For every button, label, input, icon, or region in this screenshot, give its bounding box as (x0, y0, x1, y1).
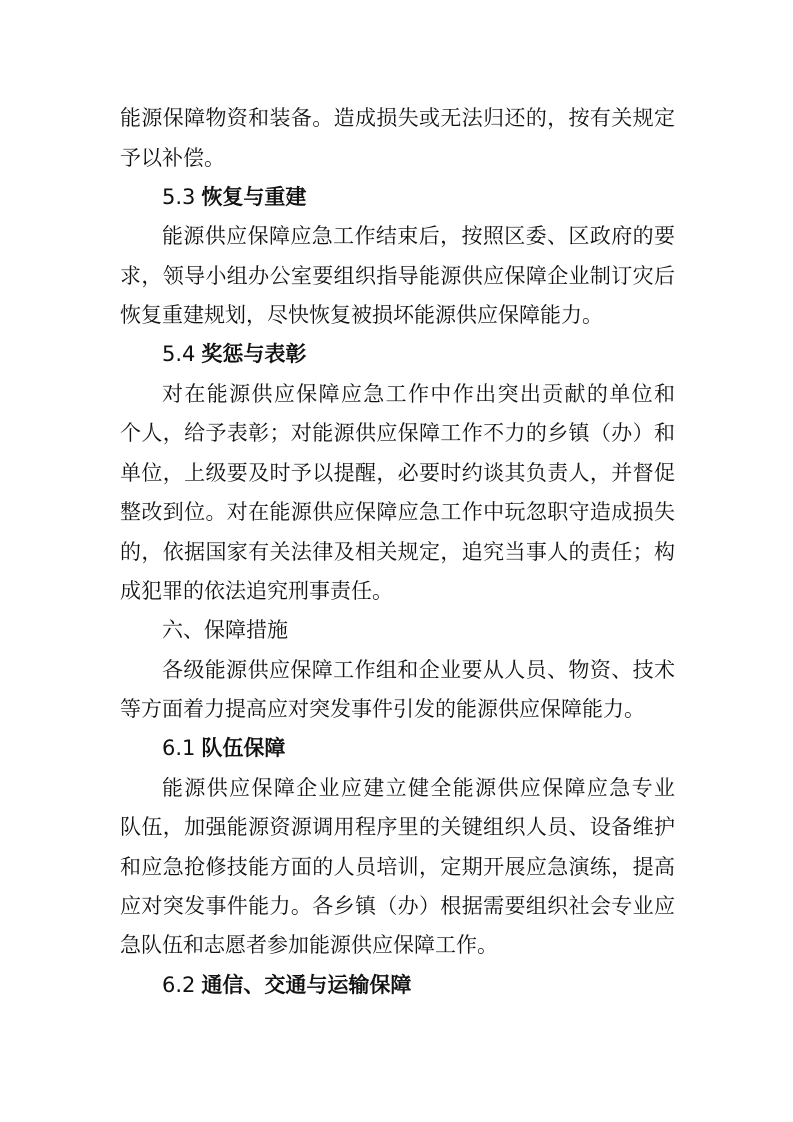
section-title: 恢复与重建 (201, 185, 307, 209)
body-text-line: 求，领导小组办公室要组织指导能源供应保障企业制订灾后 (120, 264, 675, 288)
body-text-line: 等方面着力提高应对突发事件引发的能源供应保障能力。 (120, 697, 645, 721)
section-number: 5.3 (162, 185, 196, 209)
body-text-line: 恢复重建规划，尽快恢复被损坏能源供应保障能力。 (120, 303, 603, 327)
body-text-line: 队伍，加强能源资源调用程序里的关键组织人员、设备维护 (120, 815, 675, 839)
body-text-line: 成犯罪的依法追究刑事责任。 (120, 579, 393, 603)
section-title: 通信、交通与运输保障 (201, 973, 412, 997)
section-heading-5-4 (162, 335, 306, 373)
section-title: 奖惩与表彰 (201, 342, 307, 366)
body-text-line: 整改到位。对在能源供应保障应急工作中玩忽职守造成损失 (120, 500, 675, 524)
chapter-heading-6 (162, 611, 288, 649)
body-text-line: 对在能源供应保障应急工作中作出突出贡献的单位和 (162, 382, 675, 406)
body-text-line: 个人，给予表彰；对能源供应保障工作不力的乡镇（办）和 (120, 421, 675, 445)
body-text-line: 急队伍和志愿者参加能源供应保障工作。 (120, 933, 498, 957)
section-heading-5-3 (162, 178, 306, 216)
section-number: 6.2 (162, 973, 196, 997)
body-text-line: 各级能源供应保障工作组和企业要从人员、物资、技术 (162, 658, 675, 682)
section-heading-6-1 (162, 729, 285, 767)
body-text-line: 予以补偿。 (120, 146, 225, 170)
body-text-line: 能源保障物资和装备。造成损失或无法归还的，按有关规定 (120, 106, 675, 130)
body-text-line: 能源供应保障企业应建立健全能源供应保障应急专业 (162, 776, 675, 800)
chapter-title: 六、保障措施 (162, 618, 288, 642)
body-text-line: 单位，上级要及时予以提醒，必要时约谈其负责人，并督促 (120, 461, 675, 485)
section-heading-6-2 (162, 966, 411, 1004)
body-text-line: 的，依据国家有关法律及相关规定，追究当事人的责任；构 (120, 540, 675, 564)
section-number: 6.1 (162, 736, 196, 760)
section-number: 5.4 (162, 342, 196, 366)
body-text-line: 和应急抢修技能方面的人员培训，定期开展应急演练，提高 (120, 855, 675, 879)
body-text-line: 能源供应保障应急工作结束后，按照区委、区政府的要 (162, 224, 675, 248)
section-title: 队伍保障 (201, 736, 286, 760)
body-text-line: 应对突发事件能力。各乡镇（办）根据需要组织社会专业应 (120, 894, 675, 918)
